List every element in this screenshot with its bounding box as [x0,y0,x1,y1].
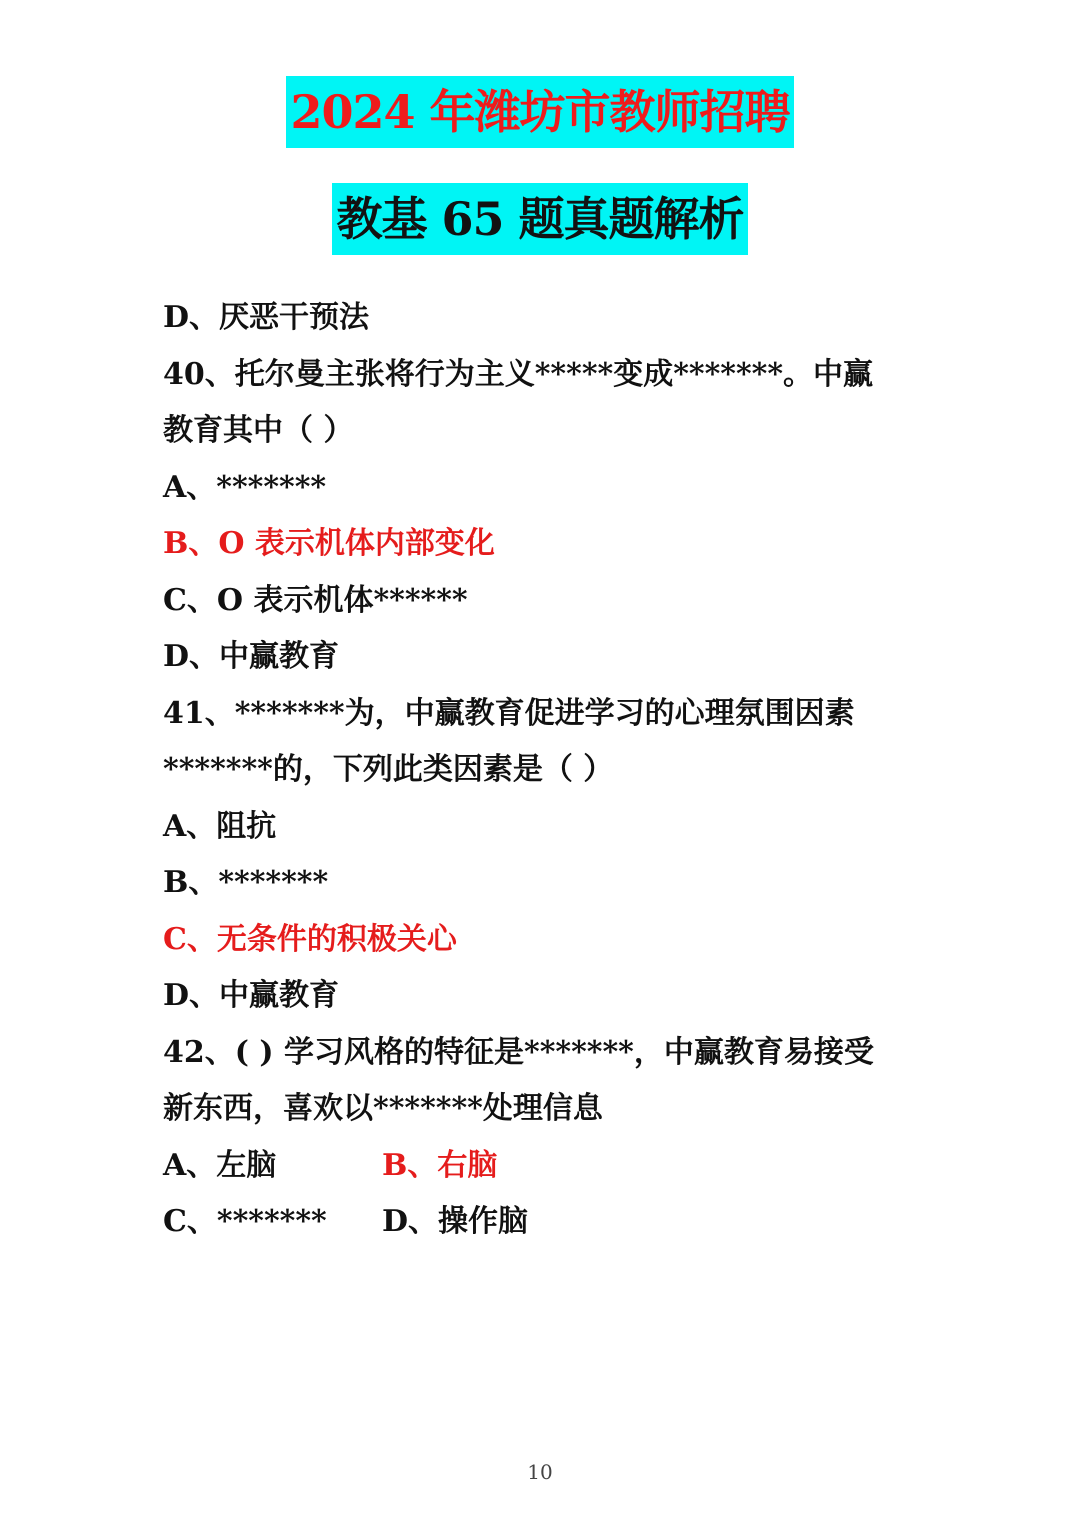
question-42-line-2: 新东西，喜欢以*******处理信息 [163,1091,603,1126]
option-row-42-cd [163,1194,923,1251]
document-title-line-2: 教基 65 题真题解析 [332,183,747,255]
option-42-c: C、******* [163,1204,327,1239]
question-body [163,290,923,1251]
title-line-2-wrapper [0,183,1080,255]
document-title-line-1: 2024 年潍坊市教师招聘 [286,76,793,148]
option-40-a: A、******* [163,469,327,505]
option-41-b: B、******* [163,865,329,900]
question-40-line-1: 40、托尔曼主张将行为主义*****变成*******。中赢 [163,356,874,392]
page-number: 10 [527,1460,553,1484]
option-41-d: D、中赢教育 [163,978,340,1013]
option-40-b-correct: B、O 表示机体内部变化 [163,526,495,561]
option-39-d: D、厌恶干预法 [163,300,370,335]
question-40-line-2: 教育其中（ ） [163,413,354,448]
option-41-c-correct: C、无条件的积极关心 [163,921,457,957]
question-42-line-1: 42、( ) 学习风格的特征是*******，中赢教育易接受 [163,1034,874,1070]
option-41-a: A、阻抗 [163,808,277,844]
option-42-d: D、操作脑 [382,1204,529,1239]
option-42-a: A、左脑 [163,1147,277,1183]
option-row-42-ab [163,1138,923,1195]
question-41-line-2: *******的，下列此类因素是（ ） [163,752,614,787]
option-42-b-correct: B、右脑 [382,1147,498,1183]
option-40-c: C、O 表示机体****** [163,582,468,618]
question-41-line-1: 41、*******为，中赢教育促进学习的心理氛围因素 [163,695,855,731]
title-line-1-wrapper [0,76,1080,148]
option-40-d: D、中赢教育 [163,639,340,674]
